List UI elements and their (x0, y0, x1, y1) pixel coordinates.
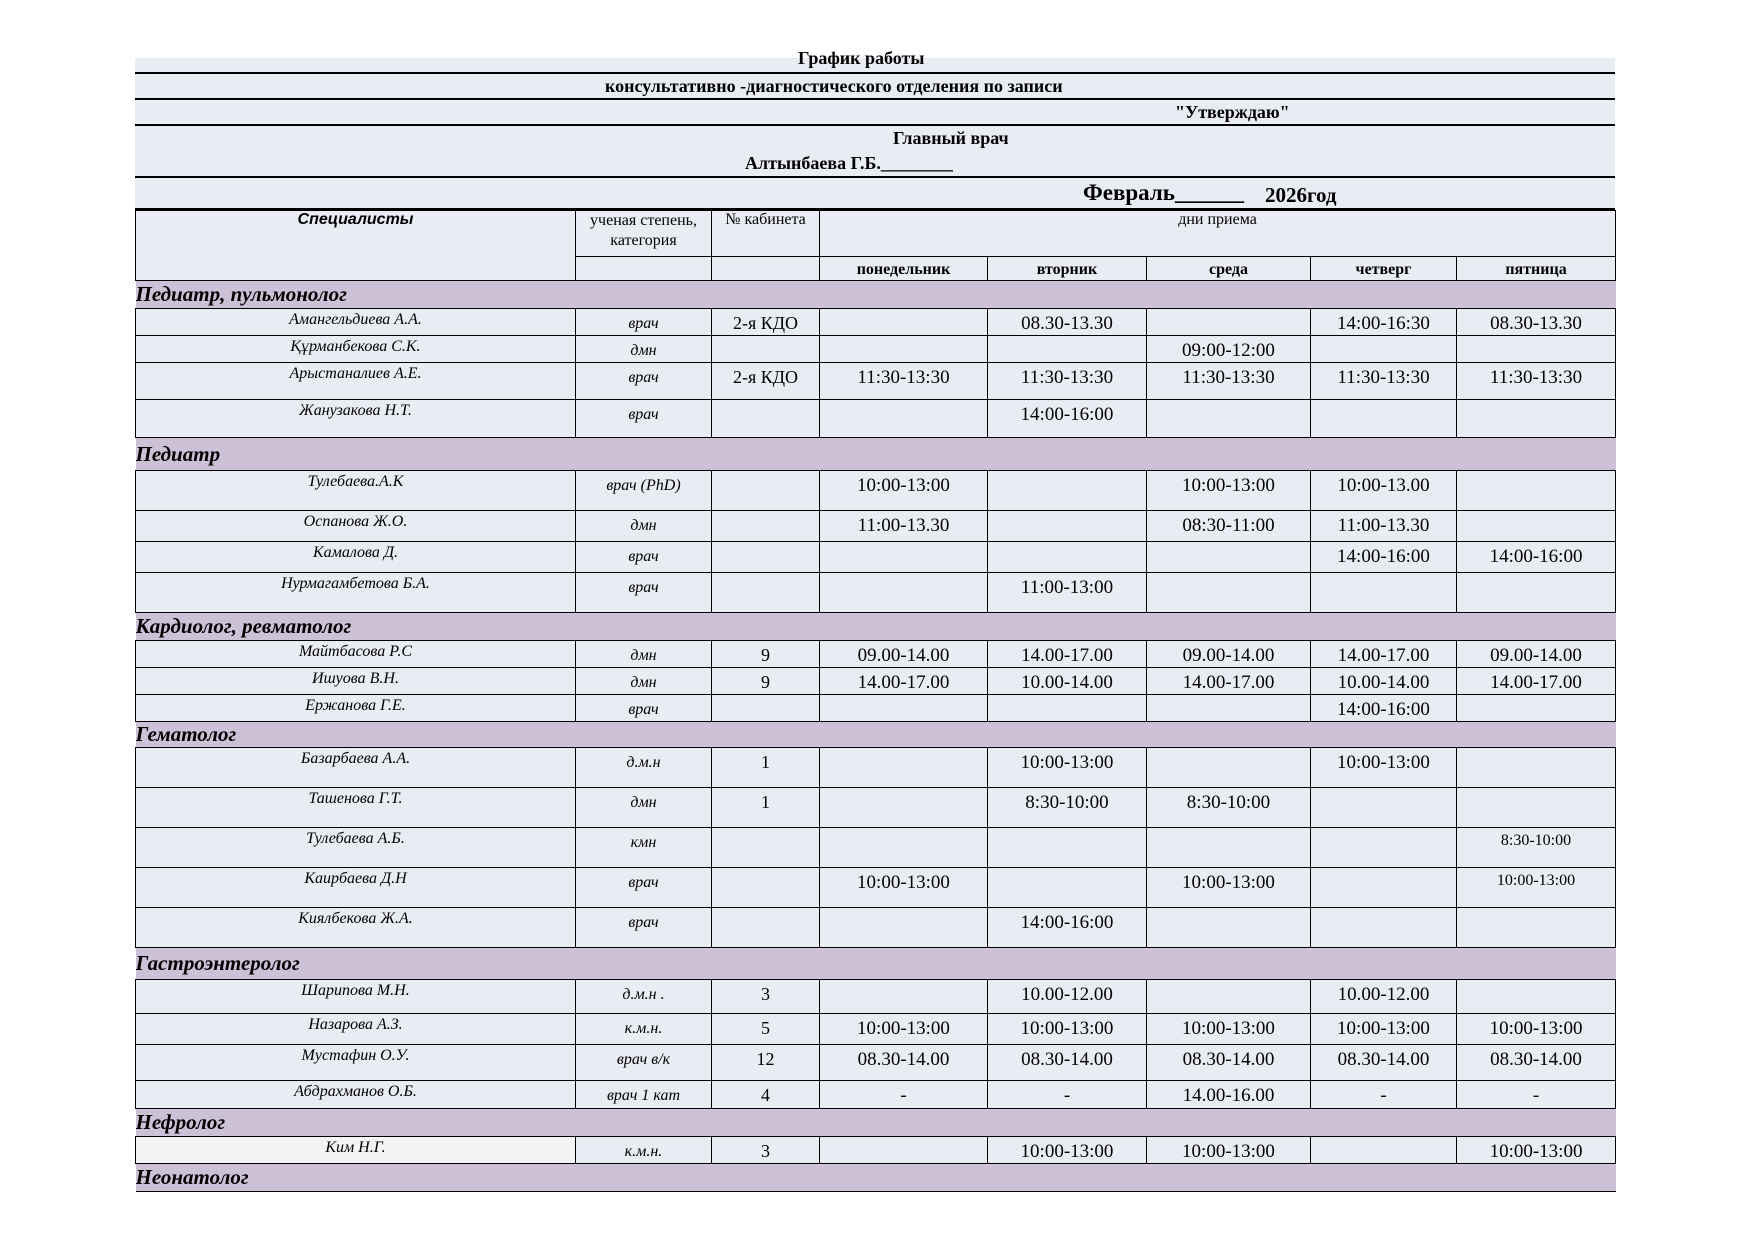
page-subtitle: консультативно -диагностического отделения по записи (605, 76, 1063, 96)
degree-cell: врач (PhD) (576, 471, 712, 511)
table-row (136, 748, 1616, 788)
schedule-cell-monday (820, 788, 988, 828)
schedule-cell-wednesday: 14.00-17.00 (1147, 668, 1311, 695)
schedule-cell-tuesday (988, 511, 1147, 542)
schedule-cell-wednesday (1147, 542, 1311, 573)
schedule-cell-thursday (1311, 788, 1457, 828)
schedule-cell-monday (820, 309, 988, 336)
schedule-cell-wednesday (1147, 695, 1311, 722)
day-header-tuesday: вторник (988, 257, 1147, 281)
schedule-cell-friday: 08.30-14.00 (1457, 1045, 1616, 1081)
room-cell (712, 336, 820, 363)
subtitle-row (135, 74, 1615, 100)
schedule-cell-friday (1457, 908, 1616, 948)
degree-cell: врач в/к (576, 1045, 712, 1081)
schedule-cell-wednesday: 11:30-13:30 (1147, 363, 1311, 400)
schedule-cell-tuesday (988, 471, 1147, 511)
degree-cell: д.м.н . (576, 980, 712, 1014)
schedule-cell-tuesday: 14.00-17.00 (988, 641, 1147, 668)
table-row (136, 573, 1616, 613)
section-row (136, 1164, 1616, 1192)
schedule-cell-thursday: 10.00-12.00 (1311, 980, 1457, 1014)
schedule-cell-friday (1457, 511, 1616, 542)
chief-row (135, 126, 1615, 178)
schedule-cell-wednesday (1147, 828, 1311, 868)
section-title: Педиатр, пульмонолог (136, 281, 1616, 309)
day-header-thursday: четверг (1311, 257, 1457, 281)
doctor-name-cell: Ким Н.Г. (136, 1137, 576, 1164)
approve-label: "Утверждаю" (1175, 102, 1290, 122)
schedule-cell-tuesday: 10.00-12.00 (988, 980, 1147, 1014)
schedule-cell-friday (1457, 695, 1616, 722)
schedule-cell-thursday (1311, 400, 1457, 438)
schedule-cell-friday (1457, 748, 1616, 788)
schedule-cell-monday: 10:00-13:00 (820, 868, 988, 908)
schedule-cell-thursday (1311, 908, 1457, 948)
doctor-name-cell: Майтбасова Р.С (136, 641, 576, 668)
section-row (136, 613, 1616, 641)
schedule-cell-wednesday: 09:00-12:00 (1147, 336, 1311, 363)
room-cell (712, 511, 820, 542)
chief-title: Главный врач (893, 128, 1009, 148)
schedule-sheet (135, 48, 1615, 1192)
schedule-cell-monday: 10:00-13:00 (820, 1014, 988, 1045)
section-row (136, 1109, 1616, 1137)
schedule-cell-tuesday: 10.00-14.00 (988, 668, 1147, 695)
table-row (136, 980, 1616, 1014)
doctor-name-cell: Құрманбекова С.К. (136, 336, 576, 363)
schedule-cell-wednesday (1147, 400, 1311, 438)
schedule-cell-thursday (1311, 828, 1457, 868)
schedule-cell-tuesday: 11:30-13:30 (988, 363, 1147, 400)
schedule-cell-tuesday: 8:30-10:00 (988, 788, 1147, 828)
section-row (136, 438, 1616, 471)
schedule-cell-wednesday: 8:30-10:00 (1147, 788, 1311, 828)
doctor-name-cell: Амангельдиева А.А. (136, 309, 576, 336)
schedule-cell-monday: 11:30-13:30 (820, 363, 988, 400)
doctor-name-cell: Мустафин О.У. (136, 1045, 576, 1081)
schedule-cell-thursday: 10:00-13:00 (1311, 748, 1457, 788)
page-title: График работы (798, 48, 925, 68)
degree-cell: кмн (576, 828, 712, 868)
chief-name: Алтынбаева Г.Б.________ (745, 153, 953, 173)
schedule-cell-monday: - (820, 1081, 988, 1109)
schedule-cell-thursday: - (1311, 1081, 1457, 1109)
schedule-cell-friday: 10:00-13:00 (1457, 1137, 1616, 1164)
table-row (136, 511, 1616, 542)
degree-header: ученая степень, категория (576, 211, 712, 257)
schedule-cell-thursday (1311, 573, 1457, 613)
doctor-name-cell: Камалова Д. (136, 542, 576, 573)
schedule-cell-tuesday (988, 336, 1147, 363)
schedule-cell-friday (1457, 471, 1616, 511)
schedule-cell-tuesday: 08.30-13.30 (988, 309, 1147, 336)
schedule-cell-tuesday (988, 868, 1147, 908)
doctor-name-cell: Шарипова М.Н. (136, 980, 576, 1014)
schedule-cell-tuesday (988, 542, 1147, 573)
table-row (136, 868, 1616, 908)
room-cell: 2-я КДО (712, 363, 820, 400)
schedule-cell-friday: 8:30-10:00 (1457, 828, 1616, 868)
schedule-cell-thursday (1311, 1137, 1457, 1164)
section-title: Кардиолог, ревматолог (136, 613, 1616, 641)
section-row (136, 281, 1616, 309)
room-cell: 3 (712, 1137, 820, 1164)
table-row (136, 1081, 1616, 1109)
schedule-cell-wednesday: 10:00-13:00 (1147, 471, 1311, 511)
schedule-cell-monday (820, 828, 988, 868)
schedule-cell-wednesday: 08:30-11:00 (1147, 511, 1311, 542)
schedule-cell-friday: 11:30-13:30 (1457, 363, 1616, 400)
schedule-cell-wednesday: 10:00-13:00 (1147, 868, 1311, 908)
schedule-cell-friday (1457, 336, 1616, 363)
schedule-cell-tuesday: 10:00-13:00 (988, 1014, 1147, 1045)
schedule-cell-friday: 14.00-17.00 (1457, 668, 1616, 695)
degree-header-blank (576, 257, 712, 281)
room-cell (712, 908, 820, 948)
section-title: Гематолог (136, 722, 1616, 748)
schedule-cell-wednesday (1147, 908, 1311, 948)
schedule-cell-thursday: 14.00-17.00 (1311, 641, 1457, 668)
schedule-cell-wednesday (1147, 980, 1311, 1014)
room-cell (712, 868, 820, 908)
degree-cell: дмн (576, 641, 712, 668)
doctor-name-cell: Тулебаева А.Б. (136, 828, 576, 868)
specialists-header: Специалисты (136, 211, 576, 281)
schedule-cell-thursday: 11:30-13:30 (1311, 363, 1457, 400)
degree-cell: врач 1 кат (576, 1081, 712, 1109)
day-header-monday: понедельник (820, 257, 988, 281)
schedule-cell-monday: 10:00-13:00 (820, 471, 988, 511)
schedule-cell-thursday (1311, 336, 1457, 363)
doctor-name-cell: Ишуова В.Н. (136, 668, 576, 695)
room-cell: 9 (712, 641, 820, 668)
schedule-cell-monday: 09.00-14.00 (820, 641, 988, 668)
table-row (136, 471, 1616, 511)
table-row (136, 400, 1616, 438)
schedule-cell-tuesday (988, 695, 1147, 722)
schedule-cell-tuesday: 14:00-16:00 (988, 908, 1147, 948)
schedule-cell-tuesday: 10:00-13:00 (988, 1137, 1147, 1164)
section-title: Гастроэнтеролог (136, 948, 1616, 980)
schedule-cell-monday (820, 748, 988, 788)
schedule-cell-wednesday (1147, 748, 1311, 788)
schedule-cell-friday: 09.00-14.00 (1457, 641, 1616, 668)
schedule-cell-monday (820, 573, 988, 613)
schedule-cell-monday (820, 400, 988, 438)
table-row (136, 695, 1616, 722)
schedule-cell-friday (1457, 400, 1616, 438)
table-row (136, 1137, 1616, 1164)
schedule-cell-tuesday: 10:00-13:00 (988, 748, 1147, 788)
table-row (136, 641, 1616, 668)
table-row (136, 309, 1616, 336)
schedule-cell-friday: - (1457, 1081, 1616, 1109)
schedule-cell-wednesday (1147, 309, 1311, 336)
schedule-cell-tuesday: 08.30-14.00 (988, 1045, 1147, 1081)
month-row (135, 178, 1615, 210)
days-title-header: дни приема (820, 211, 1616, 257)
schedule-cell-wednesday: 08.30-14.00 (1147, 1045, 1311, 1081)
degree-cell: врач (576, 695, 712, 722)
schedule-cell-wednesday: 10:00-13:00 (1147, 1014, 1311, 1045)
room-cell: 4 (712, 1081, 820, 1109)
schedule-cell-thursday: 14:00-16:30 (1311, 309, 1457, 336)
doctor-name-cell: Нурмагамбетова Б.А. (136, 573, 576, 613)
doctor-name-cell: Тулебаева.А.К (136, 471, 576, 511)
room-header: № кабинета (712, 211, 820, 257)
room-cell (712, 400, 820, 438)
doctor-name-cell: Арыстаналиев А.Е. (136, 363, 576, 400)
section-title: Педиатр (136, 438, 1616, 471)
section-row (136, 722, 1616, 748)
schedule-cell-tuesday: - (988, 1081, 1147, 1109)
schedule-table (135, 210, 1616, 1192)
degree-cell: врач (576, 868, 712, 908)
degree-cell: д.м.н (576, 748, 712, 788)
schedule-cell-wednesday: 09.00-14.00 (1147, 641, 1311, 668)
schedule-cell-monday: 08.30-14.00 (820, 1045, 988, 1081)
doctor-name-cell: Жанузакова Н.Т. (136, 400, 576, 438)
degree-cell: врач (576, 363, 712, 400)
table-row (136, 908, 1616, 948)
table-row (136, 1045, 1616, 1081)
schedule-cell-tuesday: 11:00-13:00 (988, 573, 1147, 613)
degree-cell: дмн (576, 511, 712, 542)
schedule-cell-friday: 08.30-13.30 (1457, 309, 1616, 336)
degree-cell: врач (576, 908, 712, 948)
schedule-cell-thursday: 08.30-14.00 (1311, 1045, 1457, 1081)
doctor-name-cell: Киялбекова Ж.А. (136, 908, 576, 948)
schedule-cell-thursday: 11:00-13.30 (1311, 511, 1457, 542)
schedule-cell-friday (1457, 788, 1616, 828)
degree-cell: к.м.н. (576, 1137, 712, 1164)
schedule-cell-monday (820, 980, 988, 1014)
room-header-blank (712, 257, 820, 281)
schedule-cell-friday: 10:00-13:00 (1457, 1014, 1616, 1045)
approve-row (135, 100, 1615, 126)
section-title: Неонатолог (136, 1164, 1616, 1192)
table-row (136, 363, 1616, 400)
schedule-cell-thursday: 10.00-14.00 (1311, 668, 1457, 695)
degree-cell: дмн (576, 336, 712, 363)
schedule-cell-monday (820, 908, 988, 948)
schedule-cell-monday: 14.00-17.00 (820, 668, 988, 695)
schedule-cell-thursday (1311, 868, 1457, 908)
degree-cell: врач (576, 542, 712, 573)
degree-cell: врач (576, 309, 712, 336)
degree-cell: врач (576, 400, 712, 438)
room-cell: 1 (712, 788, 820, 828)
doctor-name-cell: Каирбаева Д.Н (136, 868, 576, 908)
table-row (136, 828, 1616, 868)
table-row (136, 542, 1616, 573)
room-cell: 9 (712, 668, 820, 695)
schedule-cell-monday (820, 542, 988, 573)
room-cell: 5 (712, 1014, 820, 1045)
schedule-cell-friday (1457, 573, 1616, 613)
schedule-cell-friday: 10:00-13:00 (1457, 868, 1616, 908)
section-row (136, 948, 1616, 980)
room-cell: 3 (712, 980, 820, 1014)
doctor-name-cell: Ташенова Г.Т. (136, 788, 576, 828)
room-cell (712, 828, 820, 868)
schedule-cell-friday: 14:00-16:00 (1457, 542, 1616, 573)
room-cell (712, 471, 820, 511)
doctor-name-cell: Назарова А.З. (136, 1014, 576, 1045)
schedule-cell-monday (820, 695, 988, 722)
schedule-cell-tuesday (988, 828, 1147, 868)
schedule-cell-thursday: 10:00-13.00 (1311, 471, 1457, 511)
schedule-cell-monday (820, 1137, 988, 1164)
schedule-cell-thursday: 10:00-13:00 (1311, 1014, 1457, 1045)
room-cell (712, 695, 820, 722)
room-cell (712, 542, 820, 573)
doctor-name-cell: Ержанова Г.Е. (136, 695, 576, 722)
doctor-name-cell: Базарбаева А.А. (136, 748, 576, 788)
table-row (136, 668, 1616, 695)
section-title: Нефролог (136, 1109, 1616, 1137)
table-row (136, 1014, 1616, 1045)
schedule-cell-tuesday: 14:00-16:00 (988, 400, 1147, 438)
degree-cell: дмн (576, 668, 712, 695)
doctor-name-cell: Оспанова Ж.О. (136, 511, 576, 542)
doctor-name-cell: Абдрахманов О.Б. (136, 1081, 576, 1109)
title-row (135, 48, 1615, 74)
room-cell: 2-я КДО (712, 309, 820, 336)
year-label: 2026год (1265, 183, 1337, 207)
column-header-row (136, 211, 1616, 257)
degree-cell: врач (576, 573, 712, 613)
day-header-wednesday: среда (1147, 257, 1311, 281)
day-header-friday: пятница (1457, 257, 1616, 281)
schedule-cell-monday (820, 336, 988, 363)
room-cell (712, 573, 820, 613)
schedule-cell-wednesday: 10:00-13:00 (1147, 1137, 1311, 1164)
degree-cell: к.м.н. (576, 1014, 712, 1045)
degree-cell: дмн (576, 788, 712, 828)
table-row (136, 788, 1616, 828)
schedule-cell-monday: 11:00-13.30 (820, 511, 988, 542)
schedule-cell-wednesday: 14.00-16.00 (1147, 1081, 1311, 1109)
room-cell: 1 (712, 748, 820, 788)
schedule-cell-friday (1457, 980, 1616, 1014)
schedule-cell-wednesday (1147, 573, 1311, 613)
table-row (136, 336, 1616, 363)
month-label: Февраль______ (1083, 180, 1244, 205)
room-cell: 12 (712, 1045, 820, 1081)
schedule-cell-thursday: 14:00-16:00 (1311, 542, 1457, 573)
schedule-cell-thursday: 14:00-16:00 (1311, 695, 1457, 722)
